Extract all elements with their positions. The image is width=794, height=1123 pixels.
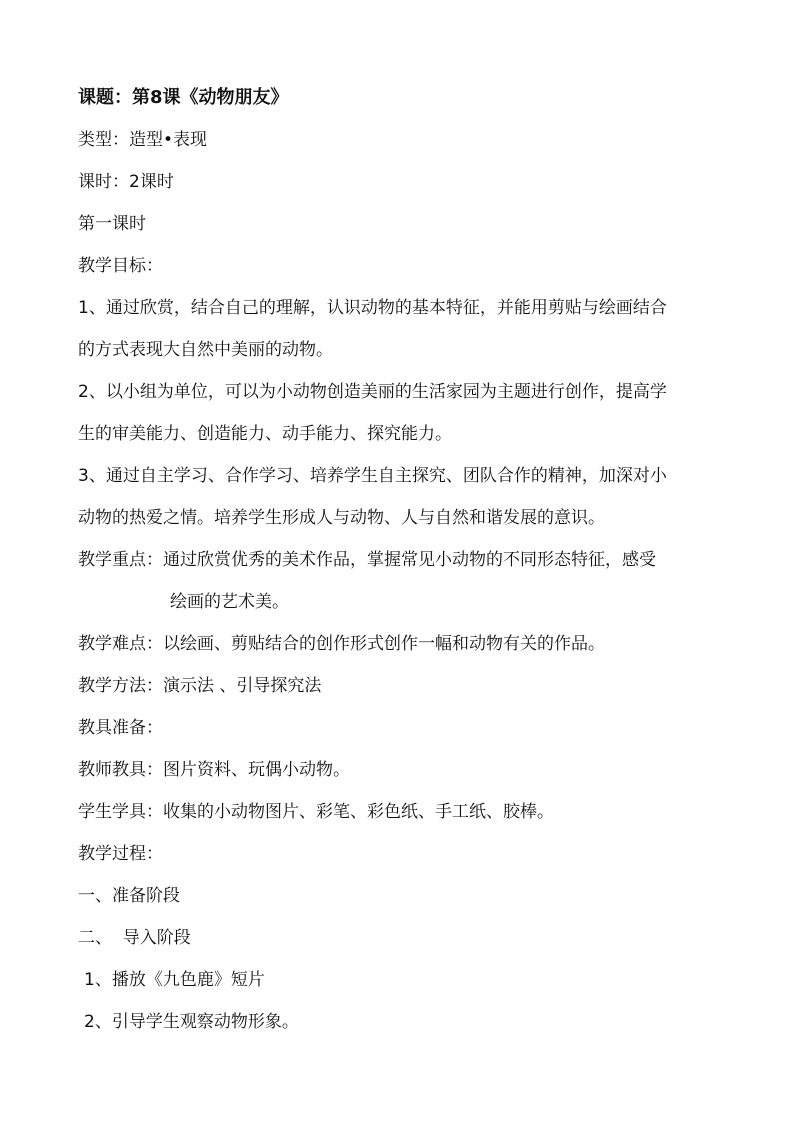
lesson-hours: 课时：2课时: [78, 172, 174, 192]
student-tools: 学生学具：收集的小动物图片、彩笔、彩色纸、手工纸、胶棒。: [78, 802, 554, 822]
lesson-type: 类型：造型•表现: [78, 130, 208, 150]
step-2: 2、引导学生观察动物形象。: [84, 1012, 299, 1032]
difficulty: 教学难点：以绘画、剪贴结合的创作形式创作一幅和动物有关的作品。: [78, 634, 605, 654]
lesson-session: 第一课时: [78, 214, 146, 234]
goal-3-line-1: 3、通过自主学习、合作学习、培养学生自主探究、团队合作的精神，加深对小: [78, 466, 667, 486]
goal-2-line-1: 2、以小组为单位，可以为小动物创造美丽的生活家园为主题进行创作，提高学: [78, 382, 667, 402]
teaching-method: 教学方法：演示法 、引导探究法: [78, 676, 322, 696]
teacher-tools: 教师教具：图片资料、玩偶小动物。: [78, 760, 350, 780]
key-points-line-2: 绘画的艺术美。: [170, 592, 289, 612]
goals-heading: 教学目标：: [78, 256, 163, 276]
goal-1-line-1: 1、通过欣赏，结合自己的理解，认识动物的基本特征，并能用剪贴与绘画结合: [78, 298, 667, 318]
key-points-line-1: 教学重点：通过欣赏优秀的美术作品，掌握常见小动物的不同形态特征，感受: [78, 550, 656, 570]
stage-2: 二、 导入阶段: [78, 928, 191, 948]
materials-heading: 教具准备：: [78, 718, 163, 738]
step-1: 1、播放《九色鹿》短片: [84, 970, 265, 990]
stage-1: 一、准备阶段: [78, 886, 180, 906]
lesson-title: 课题：第8课《动物朋友》: [78, 87, 289, 108]
goal-3-line-2: 动物的热爱之情。培养学生形成人与动物、人与自然和谐发展的意识。: [78, 508, 605, 528]
goal-1-line-2: 的方式表现大自然中美丽的动物。: [78, 340, 333, 360]
process-heading: 教学过程：: [78, 844, 163, 864]
goal-2-line-2: 生的审美能力、创造能力、动手能力、探究能力。: [78, 424, 452, 444]
